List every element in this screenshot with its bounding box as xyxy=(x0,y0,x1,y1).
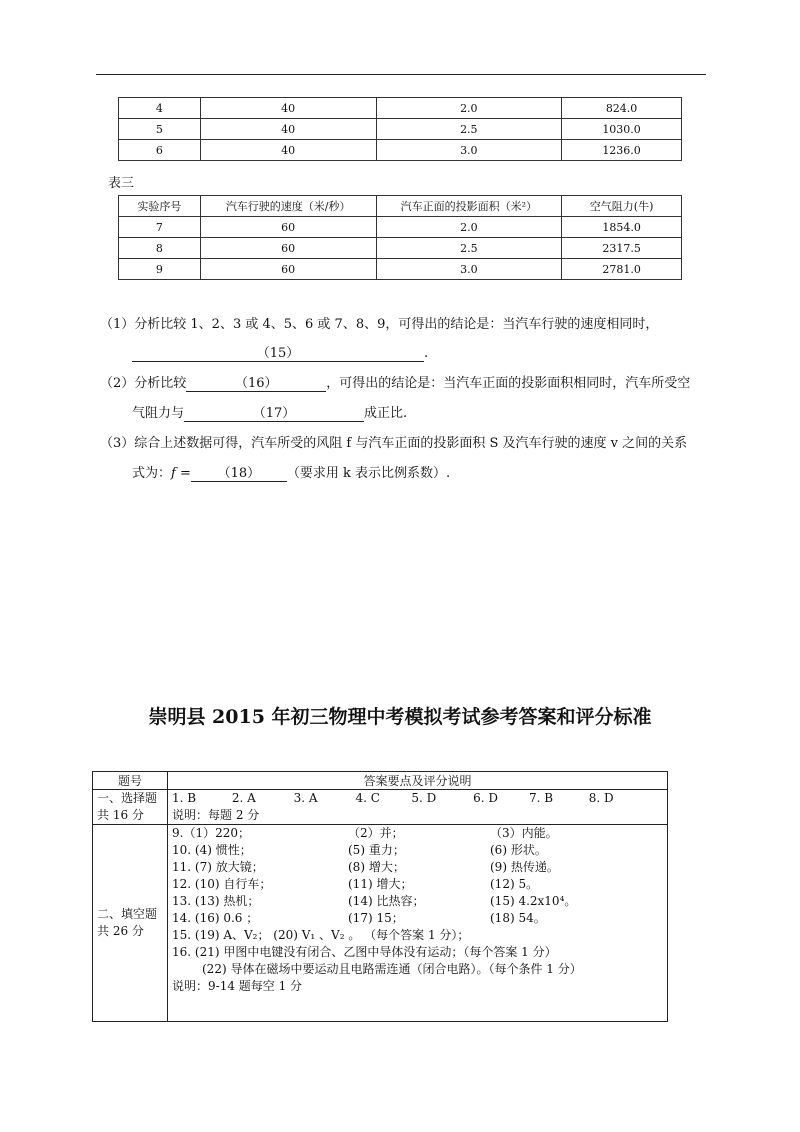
table-cell: 2317.5 xyxy=(562,238,682,259)
section-2-answers xyxy=(168,825,668,1022)
table-cell: 8 xyxy=(119,238,201,259)
question-1: （1）分析比较 1、2、3 或 4、5、6 或 7、8、9，可得出的结论是：当汽车行驶的速度相同时， xyxy=(100,317,659,332)
table-cell: 5 xyxy=(119,119,201,140)
table3-label: 表三 xyxy=(108,176,135,191)
table-cell: 9 xyxy=(119,259,201,280)
question-3: （3）综合上述数据可得，汽车所受的风阻 f 与汽车正面的投影面积 S 及汽车行驶的速度 v 之间的关系 xyxy=(100,436,688,451)
table-header: 实验序号 xyxy=(119,196,201,217)
table-row xyxy=(119,98,682,119)
table-cell: 3.0 xyxy=(376,259,562,280)
table-cell: 40 xyxy=(200,140,376,161)
data-table-3 xyxy=(118,195,682,280)
table-cell: 3.0 xyxy=(376,140,562,161)
table-row xyxy=(119,217,682,238)
table-row xyxy=(119,140,682,161)
section-2-name: 二、填空题 共 26 分 xyxy=(93,825,168,1022)
section-1-note: 说明：每题 2 分 xyxy=(172,808,260,822)
header-answer-points: 答案要点及评分说明 xyxy=(168,772,668,790)
table-row xyxy=(119,119,682,140)
question-2: （2）分析比较 （16） ，可得出的结论是：当汽车正面的投影面积相同时，汽车所受空 xyxy=(100,372,690,392)
header-rule xyxy=(96,74,706,75)
table-cell: 1030.0 xyxy=(562,119,682,140)
table-cell: 824.0 xyxy=(562,98,682,119)
answer-section-1 xyxy=(93,790,668,825)
question-2-line2: 气阻力与 （17） 成正比. xyxy=(132,402,407,422)
fill-answer-16a: 16. (21) 甲图中电键没有闭合、乙图中导体没有运动；（每个答案 1 分） xyxy=(172,945,557,959)
table-cell: 1236.0 xyxy=(562,140,682,161)
section-2-note: 说明：9-14 题每空 1 分 xyxy=(172,979,303,993)
table-cell: 2781.0 xyxy=(562,259,682,280)
table-header: 汽车正面的投影面积（米²） xyxy=(376,196,562,217)
table-cell: 40 xyxy=(200,98,376,119)
fill-answer-16b: (22) 导体在磁场中要运动且电路需连通（闭合电路）。（每个条件 1 分） xyxy=(202,962,582,976)
table-cell: 4 xyxy=(119,98,201,119)
answer-section-2 xyxy=(93,825,668,1022)
answer-blank-18[interactable]: （18） xyxy=(191,462,287,482)
answer-blank-15[interactable]: （15） xyxy=(132,342,424,362)
table-cell: 40 xyxy=(200,119,376,140)
answer-blank-17[interactable]: （17） xyxy=(184,402,364,422)
table-cell: 60 xyxy=(200,259,376,280)
question-3-line2: 式为：f = （18） （要求用 k 表示比例系数）. xyxy=(132,462,450,482)
fill-answer-row: 14. (16) 0.6 ； (17) 15； (18) 54。 xyxy=(172,911,546,925)
fill-answer-row: 10. (4) 惯性； (5) 重力； (6) 形状。 xyxy=(172,843,547,857)
fill-answer-row: 12. (10) 自行车； (11) 增大； (12) 5。 xyxy=(172,877,539,891)
table-cell: 6 xyxy=(119,140,201,161)
table-cell: 7 xyxy=(119,217,201,238)
fill-answer-row: 13. (13) 热机； (14) 比热容； (15) 4.2x10⁴。 xyxy=(172,894,577,908)
question-1-answer-line: （15） . xyxy=(132,342,428,362)
fill-answer-row: 9.（1）220； （2）并； （3）内能。 xyxy=(172,826,558,840)
section-1-answers xyxy=(168,790,668,825)
table-cell: 60 xyxy=(200,238,376,259)
table-header-row xyxy=(119,196,682,217)
table-header: 汽车行驶的速度（米/秒） xyxy=(200,196,376,217)
table-cell: 2.0 xyxy=(376,98,562,119)
table-header: 空气阻力(牛) xyxy=(562,196,682,217)
table-cell: 2.0 xyxy=(376,217,562,238)
answer-key-title: 崇明县 2015 年初三物理中考模拟考试参考答案和评分标准 xyxy=(148,706,652,728)
header-question-no: 题号 xyxy=(93,772,168,790)
answer-table-header xyxy=(93,772,668,790)
data-table-continued xyxy=(118,97,682,161)
table-cell: 2.5 xyxy=(376,238,562,259)
fill-answer-15: 15. (19) A、V₂； (20) V₁ 、V₂ 。 （每个答案 1 分）； xyxy=(172,928,470,942)
table-cell: 60 xyxy=(200,217,376,238)
table-cell: 1854.0 xyxy=(562,217,682,238)
table-cell: 2.5 xyxy=(376,119,562,140)
section-1-name: 一、选择题 共 16 分 xyxy=(93,790,168,825)
fill-answer-row: 11. (7) 放大镜； (8) 增大； (9) 热传递。 xyxy=(172,860,559,874)
table-row xyxy=(119,238,682,259)
choice-answers: 1. B 2. A 3. A 4. C 5. D 6. D 7. B 8. D xyxy=(172,791,614,805)
answer-table xyxy=(92,771,668,1022)
answer-blank-16[interactable]: （16） xyxy=(186,372,326,392)
table-row xyxy=(119,259,682,280)
